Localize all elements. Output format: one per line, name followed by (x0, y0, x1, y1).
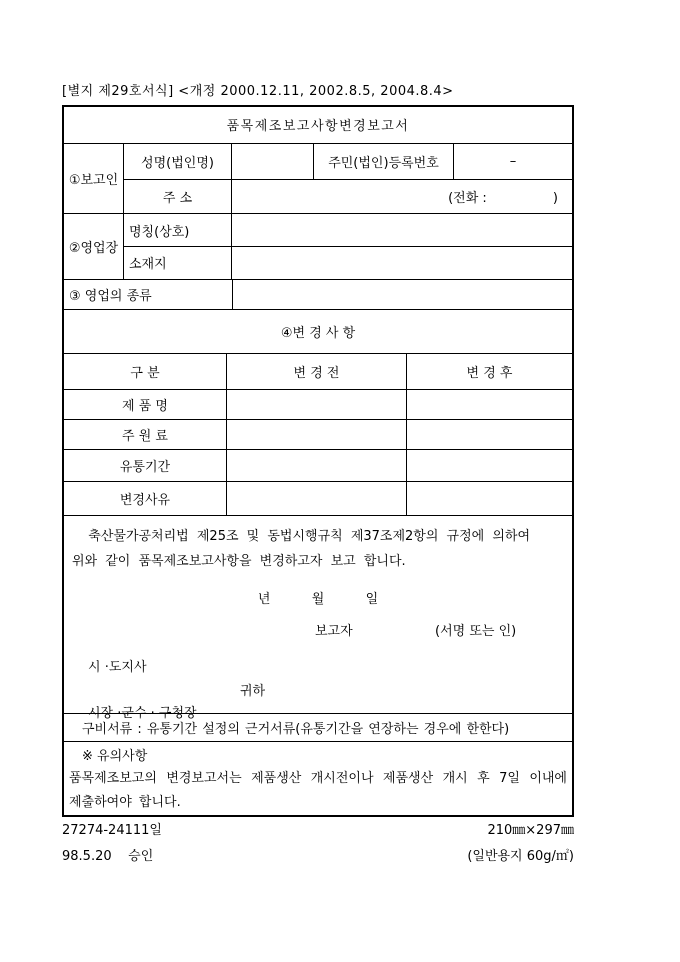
business-type-field[interactable] (233, 280, 572, 310)
shelflife-after-field[interactable] (407, 450, 572, 481)
declaration-line2: 위와 같이 품목제조보고사항을 변경하고자 보고 합니다. (72, 553, 406, 569)
business-name-field[interactable] (232, 214, 572, 246)
form-table (62, 105, 574, 817)
declaration-reporter-label: 보고자 (315, 623, 353, 639)
reporter-phone-label: (전화 : ) (448, 190, 558, 206)
business-section (64, 214, 572, 279)
footer-paper-spec: (일반용지 60g/㎡) (467, 849, 574, 864)
business-location-field[interactable] (232, 247, 572, 278)
reporter-section-label: ①보고인 (68, 172, 119, 188)
business-type-label: ③ 영업의 종류 (69, 289, 152, 305)
reporter-regno-field[interactable] (454, 144, 572, 179)
declaration-block (64, 516, 572, 721)
reason-after-field[interactable] (407, 482, 572, 515)
footer-approval: 98.5.20 승인 (62, 849, 154, 864)
changes-title-row (64, 310, 572, 354)
shelflife-before-field[interactable] (227, 450, 407, 481)
form-reference: [별지 제29호서식] <개정 2000.12.11, 2002.8.5, 2004.8.4> (62, 84, 454, 99)
reporter-section (64, 144, 572, 214)
changes-col-after: 변 경 후 (466, 365, 513, 381)
addressee-suffix: 귀하 (240, 683, 266, 699)
business-type-row (64, 280, 572, 311)
notes-body: 품목제조보고의 변경보고서는 제품생산 개시전이나 제품생산 개시 후 7일 이내에 제출하여야 합니다. (69, 771, 567, 810)
required-documents-text: 구비서류 : 유통기간 설정의 근거서류(유통기간을 연장하는 경우에 한한다) (82, 722, 510, 738)
reporter-address-label: 주 소 (162, 190, 193, 206)
reporter-name-field[interactable] (232, 144, 314, 179)
change-label-material: 주 원 료 (122, 428, 168, 444)
declaration-sign-label: (서명 또는 인) (435, 623, 517, 639)
addressee-mayor: 시장 ·군수 · 구청장 (88, 705, 197, 721)
change-label-product: 제 품 명 (122, 398, 168, 414)
changes-col-before: 변 경 전 (293, 365, 340, 381)
declaration-line1: 축산물가공처리법 제25조 및 동법시행규칙 제37조제2항의 규정에 의하여 (72, 528, 531, 544)
changes-header-row (64, 354, 572, 390)
footer-line-2 (62, 845, 574, 864)
reporter-regno-label: 주민(법인)등록번호 (328, 155, 439, 171)
product-after-field[interactable] (407, 390, 572, 419)
changes-row-shelflife (64, 450, 572, 482)
addressee-governor: 시 ·도지사 (88, 659, 147, 675)
reporter-regno-value: – (509, 153, 517, 169)
reporter-address-field[interactable] (232, 180, 572, 213)
material-before-field[interactable] (227, 420, 407, 450)
notes-block (64, 742, 572, 815)
changes-col-category: 구 분 (130, 365, 160, 381)
business-section-label: ②영업장 (68, 240, 119, 256)
change-label-reason: 변경사유 (119, 492, 171, 508)
changes-row-material (64, 420, 572, 451)
footer-form-code: 27274-24111일 (62, 823, 162, 838)
product-before-field[interactable] (227, 390, 407, 419)
footer-line-1 (62, 819, 574, 838)
changes-section-title: ④변 경 사 항 (280, 326, 356, 342)
notes-title: ※ 유의사항 (82, 749, 148, 764)
reporter-name-label: 성명(법인명) (141, 155, 214, 171)
changes-row-product (64, 390, 572, 420)
declaration-date-line: 년 월 일 (257, 591, 379, 607)
material-after-field[interactable] (407, 420, 572, 450)
change-label-shelflife: 유통기간 (119, 460, 171, 476)
reason-before-field[interactable] (227, 482, 407, 515)
business-location-label: 소재지 (129, 257, 167, 273)
changes-row-reason (64, 482, 572, 516)
footer-paper-size: 210㎜×297㎜ (487, 823, 574, 838)
form-title: 품목제조보고사항변경보고서 (226, 119, 410, 135)
business-name-label: 명칭(상호) (129, 224, 190, 240)
form-title-row (64, 107, 572, 144)
